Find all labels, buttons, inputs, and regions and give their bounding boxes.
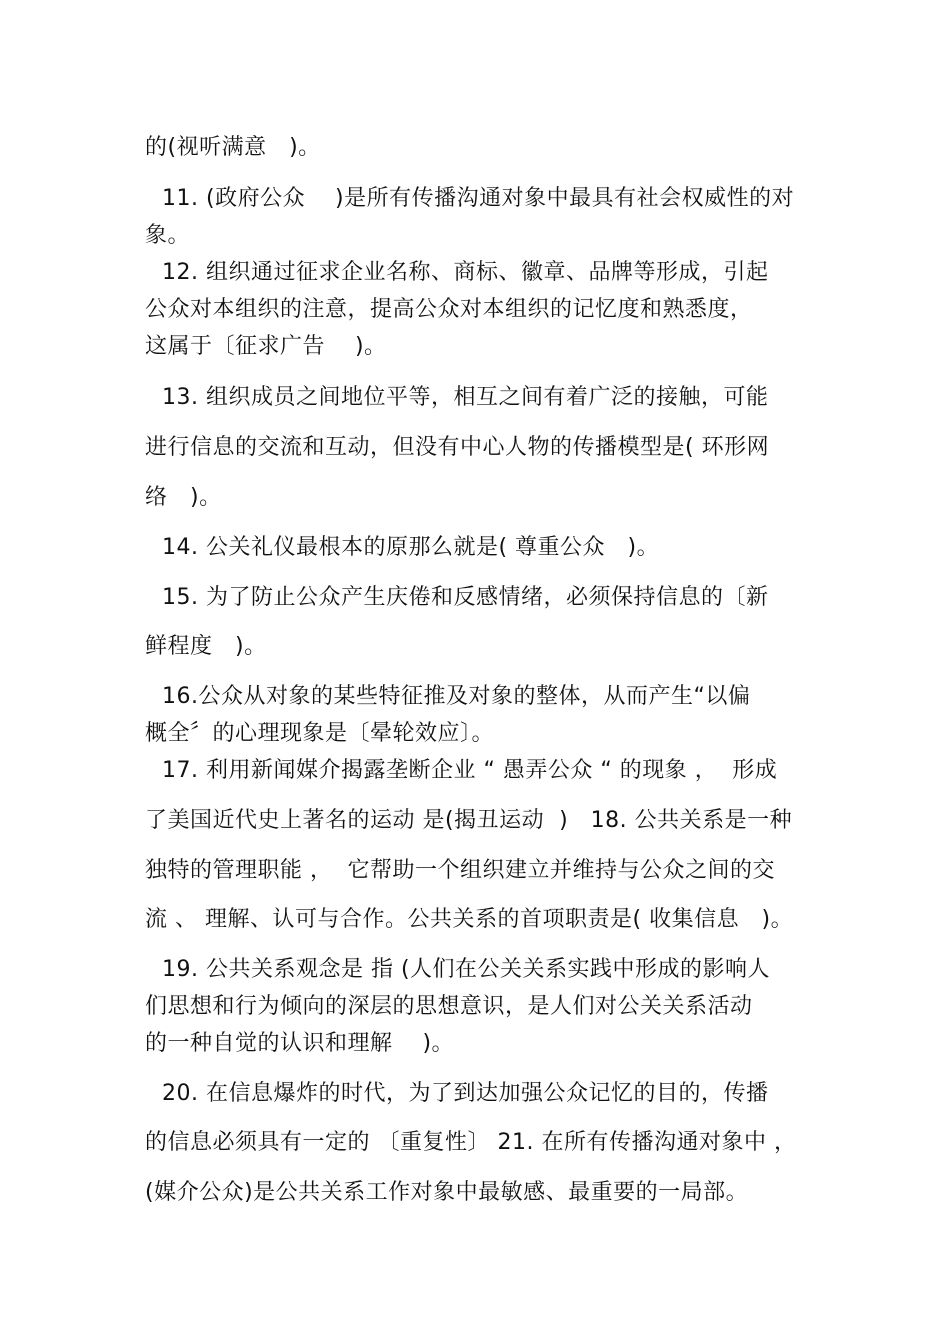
text-line: 14. 公关礼仪最根本的原那么就是( 尊重公众 )。 [162,535,660,560]
text-line: 20. 在信息爆炸的时代，为了到达加强公众记忆的目的，传播 [162,1081,769,1106]
text-line: 们思想和行为倾向的深层的思想意识，是人们对公关关系活动 [145,994,753,1019]
text-line: 公众对本组织的注意，提高公众对本组织的记忆度和熟悉度， [145,297,753,322]
text-line: 进行信息的交流和互动，但没有中心人物的传播模型是( 环形网 [145,435,770,460]
text-line: 17. 利用新闻媒介揭露垄断企业 “ 愚弄公众 “ 的现象 ， 形成 [162,758,778,783]
text-line: 13. 组织成员之间地位平等，相互之间有着广泛的接触，可能 [162,385,769,410]
text-line: 象。 [145,223,191,248]
text-line: 的信息必须具有一定的 〔重复性〕 21. 在所有传播沟通对象中 ， [145,1130,797,1155]
text-line: 鲜程度 )。 [145,634,267,659]
text-line: 流 、 理解、认可与合作。公共关系的首项职责是( 收集信息 )。 [145,907,794,932]
text-line: 16.公众从对象的某些特征推及对象的整体，从而产生“以偏 [162,684,751,709]
text-line: 15. 为了防止公众产生庆倦和反感情绪，必须保持信息的〔新 [162,585,769,610]
text-line: 19. 公共关系观念是 指 (人们在公关关系实践中形成的影响人 [162,957,771,982]
text-line: 了美国近代史上著名的运动 是(揭丑运动 ) 18. 公共关系是一种 [145,808,793,833]
text-line: 概全〞的心理现象是〔晕轮效应〕。 [145,721,495,746]
text-line: 12. 组织通过征求企业名称、商标、徽章、品牌等形成，引起 [162,260,769,285]
text-line: 这属于〔征求广告 )。 [145,334,387,359]
text-line: 的一种自觉的认识和理解 )。 [145,1031,455,1056]
text-line: (媒介公众)是公共关系工作对象中最敏感、最重要的一局部。 [145,1180,749,1205]
text-line: 独特的管理职能 ， 它帮助一个组织建立并维持与公众之间的交 [145,858,775,883]
text-line: 11. (政府公众 )是所有传播沟通对象中最具有社会权威性的对 [162,186,795,211]
text-line: 的(视听满意 )。 [145,135,321,160]
text-line: 络 )。 [145,485,222,510]
